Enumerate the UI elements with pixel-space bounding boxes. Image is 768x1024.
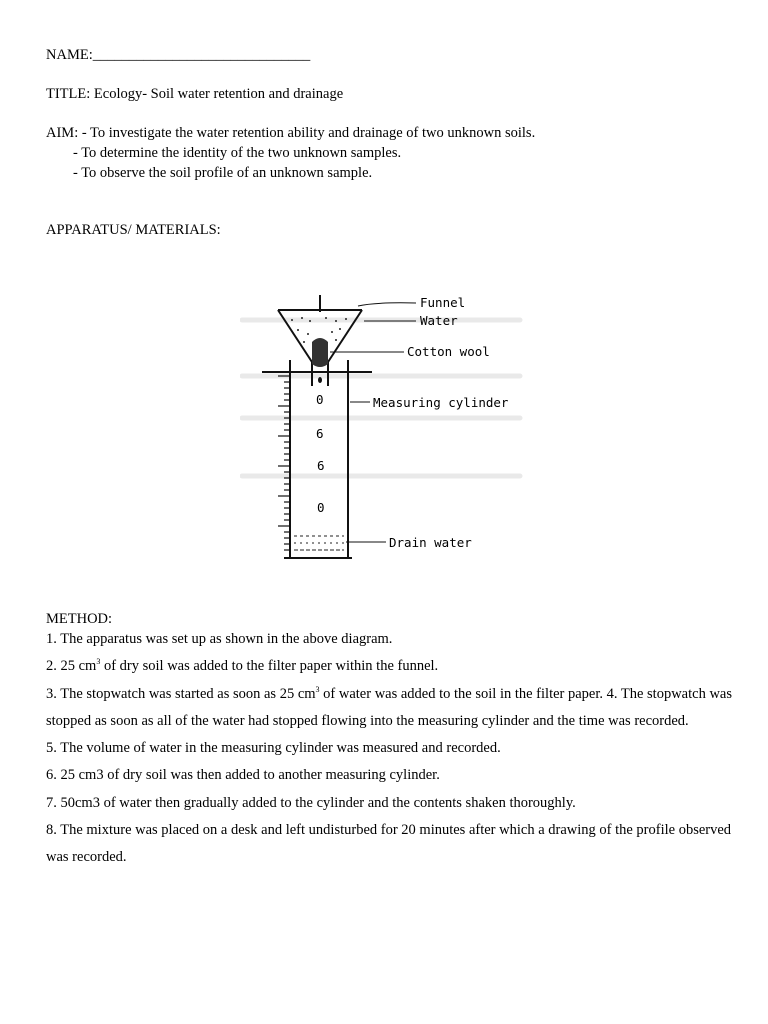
method-step: 5. The volume of water in the measuring cylinder was measured and recorded. bbox=[46, 740, 501, 757]
method-step: 7. 50cm3 of water then gradually added to the cylinder and the contents shaken thoroughly. bbox=[46, 794, 576, 811]
aim-item: - To observe the soil profile of an unknown sample. bbox=[73, 165, 373, 181]
method-step: 3. The stopwatch was started as soon as 25 $cm^3$ of water was added to the soil in the filter paper. 4. The stopwatch was stopped as soon as all of the water had stopped flowing into the measuring cylinder and the time was recorded. bbox=[46, 684, 733, 729]
document-title: TITLE: Ecology- Soil water retention and drainage bbox=[46, 86, 344, 102]
scale-mark: 6 bbox=[316, 426, 324, 441]
scale-mark: 6 bbox=[317, 458, 325, 473]
apparatus-diagram bbox=[240, 290, 530, 570]
scale-mark: 0 bbox=[316, 392, 324, 407]
apparatus-heading: APPARATUS/ MATERIALS: bbox=[46, 222, 221, 238]
method-step: 1. The apparatus was set up as shown in the above diagram. bbox=[46, 631, 393, 647]
scale-ticks bbox=[278, 376, 290, 550]
label-cotton-wool: Cotton wool bbox=[407, 344, 490, 359]
label-drain-water: Drain water bbox=[389, 535, 472, 550]
aim-lead: AIM: - To investigate the water retention ability and drainage of two unknown soils. bbox=[46, 125, 536, 141]
name-field: NAME:______________________________ bbox=[46, 47, 311, 63]
method-heading: METHOD: bbox=[46, 611, 113, 627]
label-water: Water bbox=[420, 313, 458, 328]
label-funnel: Funnel bbox=[420, 295, 466, 310]
method-step: 6. 25 cm3 of dry soil was then added to another measuring cylinder. bbox=[46, 767, 440, 784]
method-step: 2. 25 $cm^3$ of dry soil was added to the filter paper within the funnel. bbox=[46, 657, 439, 675]
method-steps bbox=[46, 626, 736, 872]
cotton-wool-shape bbox=[312, 338, 328, 367]
aim-item: - To determine the identity of the two unknown samples. bbox=[73, 145, 402, 161]
method-step: 8. The mixture was placed on a desk and left undisturbed for 20 minutes after which a drawing of the profile observed was recorded. bbox=[46, 822, 732, 866]
water-drops bbox=[318, 377, 322, 383]
scale-mark: 0 bbox=[317, 500, 325, 515]
drain-water bbox=[294, 536, 344, 550]
label-measuring-cylinder: Measuring cylinder bbox=[373, 395, 509, 410]
